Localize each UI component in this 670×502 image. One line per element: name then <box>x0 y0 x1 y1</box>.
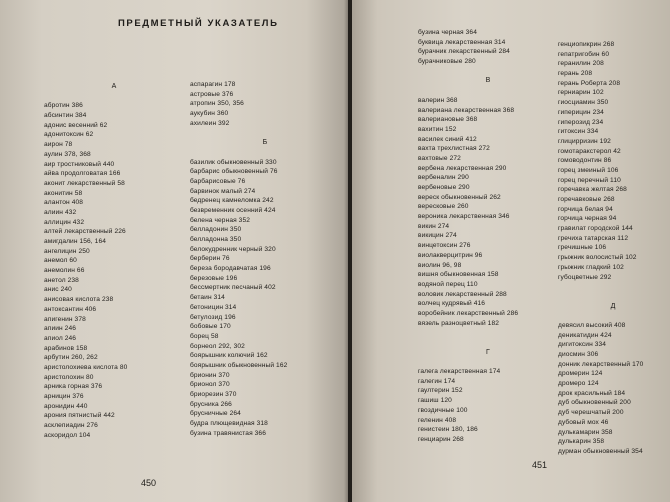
index-entry: брусничные 264 <box>190 410 241 418</box>
index-entry: гравилат городской 144 <box>558 225 633 233</box>
index-entry: герниарин 102 <box>558 89 604 97</box>
index-entry: дромерин 124 <box>558 370 603 378</box>
index-entry: дигитоксин 334 <box>558 341 607 349</box>
index-entry: генциарин 268 <box>418 435 464 443</box>
index-entry: грыжник гладкий 102 <box>558 263 624 271</box>
index-entry: анис 240 <box>44 286 72 294</box>
index-entry: горчица черная 94 <box>558 215 617 223</box>
index-entry: геленин 408 <box>418 416 457 424</box>
index-entry: гомоводонтин 86 <box>558 157 612 165</box>
index-entry: вереск обыкновенный 262 <box>418 193 501 201</box>
index-entry: аристолохин 80 <box>44 373 94 381</box>
index-entry: бетаин 314 <box>190 294 225 302</box>
index-entry: виолакверцитрин 96 <box>418 251 483 259</box>
index-entry: абсинтин 384 <box>44 112 87 120</box>
section-letter: Б <box>262 139 268 147</box>
index-entry: аконитин 58 <box>44 189 83 197</box>
index-entry: вересковые 260 <box>418 203 469 211</box>
index-entry: виолин 96, 98 <box>418 261 462 269</box>
index-entry: вишня обыкновенная 158 <box>418 271 499 279</box>
section-letter: А <box>111 83 117 90</box>
index-entry: борец 58 <box>190 332 219 340</box>
index-entry: гепатригобин 60 <box>558 50 610 58</box>
index-entry: бетоницин 314 <box>190 303 237 311</box>
right-index-column-1 <box>418 28 558 445</box>
index-entry: грыжник волосистый 102 <box>558 254 637 262</box>
index-entry: генистеин 180, 186 <box>418 426 478 434</box>
index-entry: амигдалин 156, 164 <box>44 238 106 245</box>
index-entry: барбарисовые 76 <box>190 177 246 185</box>
index-entry: бурачник лекарственный 284 <box>418 48 510 56</box>
index-entry: аскоридол 104 <box>44 431 91 439</box>
index-entry: анисовая кислота 238 <box>44 296 114 304</box>
index-entry: апиин 246 <box>44 325 76 333</box>
index-entry: вербена лекарственная 290 <box>418 164 507 172</box>
index-entry: астровые 376 <box>190 90 234 98</box>
index-entry: воробейник лекарственный 286 <box>418 309 519 317</box>
index-entry: аулин 378, 368 <box>44 150 91 158</box>
index-entry: девясил высокий 408 <box>558 321 626 329</box>
index-entry: аконит лекарственный 58 <box>44 179 125 187</box>
index-entry: апигенин 378 <box>44 315 86 323</box>
index-entry: белена черная 352 <box>190 216 250 224</box>
index-entry: белладонин 350 <box>190 226 242 234</box>
index-entry: гречиха татарская 112 <box>558 234 629 242</box>
index-entry: глицирризин 192 <box>558 137 611 145</box>
spacer <box>558 311 668 321</box>
index-entry: горчица белая 94 <box>558 205 613 213</box>
index-entry: викин 274 <box>418 222 450 230</box>
index-entry: валериановые 368 <box>418 116 478 124</box>
index-entry: аристолохиева кислота 80 <box>44 363 128 371</box>
spacer <box>190 128 340 138</box>
index-entry: горечавка желтая 268 <box>558 186 627 194</box>
index-entry: бузина травянистая 366 <box>190 429 266 437</box>
index-entry: василек синий 412 <box>418 135 477 143</box>
index-entry: апиол 246 <box>44 334 77 342</box>
index-entry: дромеро 124 <box>558 380 599 388</box>
index-entry: анетол 238 <box>44 276 79 284</box>
index-entry: алтей лекарственный 226 <box>44 228 126 236</box>
index-entry: алантон 408 <box>44 199 84 207</box>
index-entry: адонис весенний 62 <box>44 121 108 129</box>
spacer <box>418 338 558 348</box>
index-entry: берберин 76 <box>190 255 230 263</box>
index-entry: буквица лекарственная 314 <box>418 38 506 46</box>
left-page-number: 450 <box>141 478 157 488</box>
index-entry: белокудренник черный 320 <box>190 245 276 253</box>
index-entry: генциопикрин 268 <box>558 41 615 48</box>
index-entry: бурачниковые 280 <box>418 58 476 66</box>
index-entry: аир тростниковый 440 <box>44 160 115 168</box>
index-entry: брионин 370 <box>190 371 230 379</box>
index-entry: арницин 376 <box>44 393 84 400</box>
index-entry: гаултерин 152 <box>418 387 463 395</box>
index-title: ПРЕДМЕТНЫЙ УКАЗАТЕЛЬ <box>118 18 279 29</box>
index-entry: боярышник колючий 162 <box>190 352 268 360</box>
index-entry: геранилин 208 <box>558 60 604 68</box>
index-entry: вахтовые 272 <box>418 154 461 162</box>
index-entry: базилик обыкновенный 330 <box>190 158 277 166</box>
index-entry: ахилеин 392 <box>190 119 230 127</box>
spacer <box>558 282 668 292</box>
index-entry: дулькарин 358 <box>558 438 605 446</box>
index-entry: гвоздичные 100 <box>418 406 468 414</box>
index-entry: гиперозид 234 <box>558 118 604 126</box>
index-entry: волчец кудрявый 416 <box>418 300 486 308</box>
index-entry: арбутин 260, 262 <box>44 354 98 362</box>
index-entry: арония пятнистый 442 <box>44 412 115 420</box>
index-entry: валерин 368 <box>418 96 458 104</box>
index-entry: герань Роберта 208 <box>558 79 621 87</box>
index-entry: аронидин 440 <box>44 402 88 410</box>
index-entry: барбарис обыкновенный 76 <box>190 168 278 176</box>
index-entry: барвинок малый 274 <box>190 187 256 195</box>
index-entry: вязель разноцветный 182 <box>418 319 499 327</box>
index-entry: вербеналин 290 <box>418 174 469 182</box>
index-entry: анемол 60 <box>44 257 77 265</box>
index-entry: дрок красильный 184 <box>558 389 626 397</box>
index-entry: арника горная 376 <box>44 383 103 391</box>
index-entry: гречишные 106 <box>558 244 607 252</box>
index-entry: вероника лекарственная 346 <box>418 213 510 221</box>
index-entry: аспарагин 178 <box>190 81 236 88</box>
index-entry: айва продолговатая 166 <box>44 170 121 178</box>
index-entry: бессмертник песчаный 402 <box>190 284 276 292</box>
index-entry: гитоксин 334 <box>558 128 599 136</box>
index-entry: бетулозид 196 <box>190 313 236 321</box>
index-entry: горечавковые 268 <box>558 196 615 203</box>
index-entry: будра плющевидная 318 <box>190 420 268 428</box>
index-entry: адонитоксин 62 <box>44 131 94 139</box>
right-page-number: 451 <box>532 460 548 470</box>
right-index-column-2 <box>558 40 668 457</box>
index-entry: гиперицин 234 <box>558 108 604 116</box>
index-entry: воловик лекарственный 288 <box>418 290 507 298</box>
index-entry: аллицин 432 <box>44 218 85 226</box>
index-entry: губоцветные 292 <box>558 273 612 281</box>
index-entry: анемолин 66 <box>44 267 85 275</box>
index-entry: дулькамарин 358 <box>558 428 613 436</box>
spacer <box>190 148 340 158</box>
index-entry: бедренец камнеломка 242 <box>190 197 274 205</box>
index-entry: бобовые 170 <box>190 323 231 331</box>
index-entry: борнеол 292, 302 <box>190 342 245 350</box>
index-entry: антоксантин 406 <box>44 305 97 313</box>
section-letter: Г <box>486 348 490 356</box>
index-entry: винцетоксин 276 <box>418 242 471 250</box>
index-entry: безвременник осенний 424 <box>190 206 276 214</box>
index-entry: асклепиадин 276 <box>44 422 98 430</box>
index-entry: гиосциамин 350 <box>558 99 609 107</box>
index-entry: атропин 350, 356 <box>190 100 244 108</box>
index-entry: герань 208 <box>558 70 593 78</box>
index-entry: диосмин 306 <box>558 351 599 358</box>
index-entry: валериана лекарственная 368 <box>418 106 515 114</box>
left-index-column-1 <box>44 82 184 440</box>
index-entry: вербеновые 290 <box>418 184 470 191</box>
index-entry: ангелицин 250 <box>44 247 90 255</box>
spacer <box>558 292 668 302</box>
index-entry: брусника 266 <box>190 400 232 408</box>
index-entry: донник лекарственный 170 <box>558 360 644 368</box>
index-entry: вахта трехлистная 272 <box>418 145 490 153</box>
section-letter: Д <box>610 302 616 310</box>
index-entry: дубовый мох 46 <box>558 418 609 426</box>
index-entry: галегин 174 <box>418 377 456 385</box>
index-entry: водяной перец 110 <box>418 280 478 288</box>
section-letter: В <box>485 77 491 85</box>
index-entry: бузина черная 364 <box>418 29 477 36</box>
index-entry: аукубин 360 <box>190 110 229 118</box>
left-index-column-2 <box>190 80 340 438</box>
index-entry: горец перечный 110 <box>558 176 621 184</box>
spacer <box>418 86 558 96</box>
index-entry: арабинов 158 <box>44 344 88 352</box>
index-entry: галега лекарственная 174 <box>418 368 501 376</box>
index-entry: горец змеиный 106 <box>558 166 619 174</box>
index-entry: березовые 196 <box>190 274 238 282</box>
spacer <box>418 357 558 367</box>
index-entry: боярышник обыкновенный 162 <box>190 361 288 369</box>
index-entry: береза бородавчатая 196 <box>190 265 271 273</box>
index-entry: викицин 274 <box>418 232 457 240</box>
index-entry: бриорезин 370 <box>190 391 237 398</box>
right-page <box>352 0 670 502</box>
index-entry: аирон 78 <box>44 141 73 149</box>
index-entry: белладонна 350 <box>190 236 242 243</box>
index-entry: дуб обыкновенный 200 <box>558 399 631 407</box>
index-entry: брионол 370 <box>190 381 230 389</box>
index-entry: дуб черешчатый 200 <box>558 409 624 417</box>
index-entry: абротин 386 <box>44 102 83 110</box>
index-entry: деникатидин 424 <box>558 331 612 339</box>
index-entry: гомотаракстерол 42 <box>558 147 621 155</box>
index-entry: дурман обыкновенный 354 <box>558 447 643 455</box>
index-entry: вахитин 152 <box>418 125 457 133</box>
spacer <box>418 328 558 338</box>
spacer <box>418 67 558 77</box>
index-entry: гашиш 120 <box>418 397 452 405</box>
spacer <box>44 92 184 102</box>
index-entry: алиин 432 <box>44 208 77 216</box>
